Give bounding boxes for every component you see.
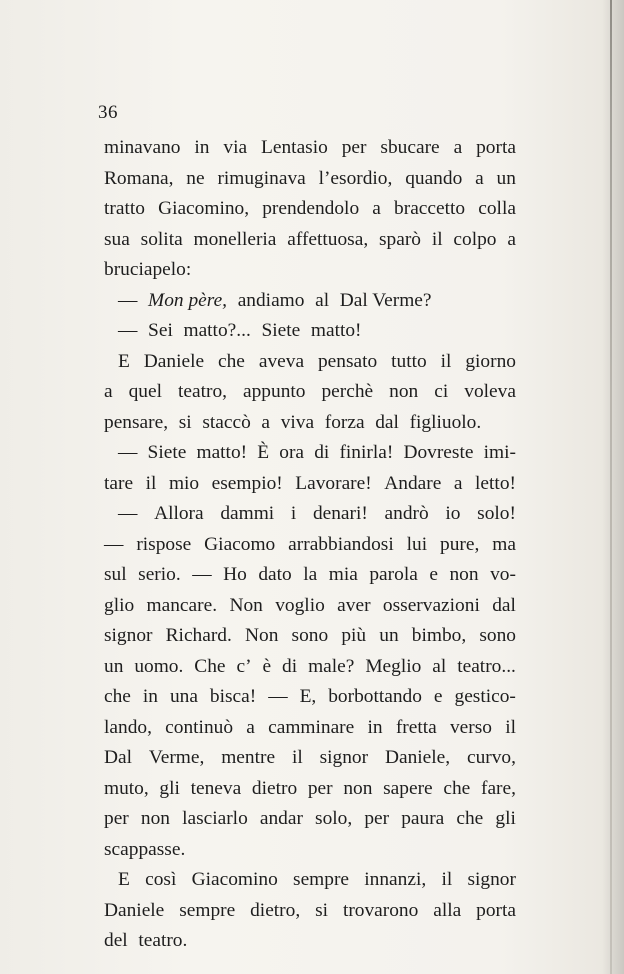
word: monelleria [193, 228, 277, 250]
word: matto! [310, 320, 362, 341]
word: pensato [317, 350, 378, 372]
word: che [104, 686, 131, 707]
word: forza [324, 411, 365, 433]
body-text [104, 133, 516, 957]
word: solo, [315, 808, 353, 829]
word: male? [308, 655, 355, 677]
word: pensare, [104, 411, 169, 433]
word: finirla! [339, 442, 394, 463]
word: bruciapelo: [104, 259, 192, 280]
word: braccetto [394, 198, 466, 219]
word: rispose [136, 533, 192, 555]
word: E, [299, 686, 317, 707]
word: la [303, 564, 318, 585]
word: pure, [440, 533, 480, 555]
word: Giacomino [191, 869, 278, 890]
text-line [104, 408, 516, 439]
word: mentre [221, 747, 276, 768]
word: Mon père, [148, 289, 228, 311]
word: a [507, 228, 516, 250]
word: sua [104, 228, 130, 250]
word: più [341, 625, 367, 646]
word: per [307, 777, 333, 799]
word: colpo [453, 228, 497, 250]
word: letto! [475, 472, 516, 494]
word: osservazioni [382, 594, 480, 616]
word: colla [478, 198, 516, 219]
word: E [118, 350, 130, 372]
word: sempre [179, 899, 236, 921]
word: E [118, 869, 130, 890]
word: appunto [243, 381, 306, 402]
word: al [432, 655, 447, 677]
word: andar [259, 808, 303, 829]
word: sono [479, 625, 516, 646]
word: Siete [147, 442, 187, 463]
word: a [453, 472, 463, 494]
word: per [364, 808, 390, 829]
word: curvo, [466, 747, 516, 768]
word: che [456, 808, 484, 829]
word: dietro, [250, 899, 301, 921]
word: solita [140, 228, 183, 250]
word: un [379, 625, 399, 646]
word: il [505, 716, 516, 738]
text-line [104, 743, 516, 774]
word: perchè [321, 381, 374, 402]
word: sul [104, 564, 127, 585]
word: non [449, 564, 479, 585]
word: signor [104, 625, 153, 646]
word: dietro [251, 777, 298, 799]
word: mia [328, 564, 358, 585]
word: ma [492, 533, 516, 555]
binding-edge [610, 0, 612, 974]
word: mancare. [146, 594, 218, 616]
word: Lentasio [261, 137, 328, 158]
word: l’esordio, [318, 167, 393, 189]
page-number: 36 [98, 102, 118, 123]
word: Daniele [104, 899, 165, 921]
word: Richard. [165, 625, 232, 646]
word: sapere [383, 777, 433, 799]
word: il [441, 869, 453, 890]
word: affettuosa, [287, 228, 369, 250]
word: lasciarlo [182, 808, 248, 829]
word: un [496, 167, 516, 189]
word: bimbo, [411, 625, 467, 646]
word: staccò [202, 411, 251, 433]
text-line [104, 225, 516, 256]
word: si [315, 899, 329, 921]
word: a [453, 137, 463, 158]
word: Andare [384, 472, 442, 494]
word: e [429, 564, 438, 585]
text-line [104, 896, 516, 927]
word: i [290, 503, 297, 524]
word: porta [476, 137, 516, 158]
word: gli [495, 808, 516, 829]
word: così [145, 869, 177, 890]
word: al [315, 289, 330, 311]
text-line [104, 804, 516, 835]
word: porta [476, 899, 516, 921]
word: fretta [395, 716, 437, 738]
word: gli [159, 777, 180, 799]
word: andiamo [237, 289, 305, 311]
word: paura [401, 808, 445, 829]
word: a [246, 716, 255, 738]
word: aveva [258, 350, 305, 372]
word: a [261, 411, 271, 433]
word: — [268, 686, 288, 707]
word: — [118, 503, 138, 524]
word: muto, [104, 777, 149, 799]
word: tare [104, 472, 134, 494]
word: uomo. [134, 655, 184, 677]
word: una [169, 686, 198, 707]
word: Verme, [148, 747, 205, 768]
text-line [104, 926, 516, 957]
word: il [431, 228, 443, 250]
text-line [104, 865, 516, 896]
word: vo- [490, 564, 516, 585]
word: Giacomo [204, 533, 276, 555]
word: teneva [190, 777, 242, 799]
text-line [104, 652, 516, 683]
text-line [104, 377, 516, 408]
word: Daniele [143, 350, 205, 372]
word: Giacomino, [158, 198, 250, 219]
word: in [194, 137, 210, 158]
word: — [118, 320, 138, 341]
word: sono [291, 625, 329, 646]
text-line [104, 286, 516, 317]
page-edge-shadow [602, 0, 624, 974]
word: sbucare [380, 137, 440, 158]
word: dato [258, 564, 292, 585]
word: Dal Verme? [339, 289, 432, 311]
word: lando, [104, 716, 152, 738]
word: solo! [477, 503, 516, 524]
word: di [314, 442, 330, 463]
word: e [433, 686, 443, 707]
word: non [140, 808, 170, 829]
word: dammi [220, 503, 275, 524]
word: è [262, 655, 272, 677]
word: arrabbiandosi [288, 533, 394, 555]
word: glio [104, 594, 135, 616]
word: camminare [268, 716, 355, 738]
word: Dovreste [403, 442, 474, 463]
word: trovarono [342, 899, 419, 921]
word: verso [449, 716, 492, 738]
word: per [341, 137, 367, 158]
word: il [145, 472, 157, 494]
word: Dal [104, 747, 132, 768]
word: non [389, 381, 419, 402]
word: per [104, 808, 129, 829]
text-line [104, 591, 516, 622]
word: imi- [483, 442, 516, 463]
text-line [104, 255, 516, 286]
word: giorno [465, 350, 516, 372]
word: io [445, 503, 461, 524]
word: matto! [196, 442, 248, 463]
word: quando [405, 167, 463, 189]
word: voglio [275, 594, 325, 616]
word: prendendolo [262, 198, 360, 219]
word: a [104, 381, 113, 402]
word: minavano [104, 137, 181, 158]
word: il [440, 350, 452, 372]
word: viva [280, 411, 315, 433]
word: ora [279, 442, 305, 463]
word: fare, [480, 777, 516, 799]
word: alla [433, 899, 462, 921]
word: signor [467, 869, 516, 890]
word: Non [229, 594, 263, 616]
word: esempio! [211, 472, 283, 494]
word: ne [186, 167, 205, 189]
word: sempre [293, 869, 350, 890]
word: — [104, 533, 124, 555]
text-line [104, 621, 516, 652]
word: matto?... [183, 320, 251, 341]
word: Che [194, 655, 226, 677]
text-line [104, 438, 516, 469]
word: un [104, 655, 124, 677]
word: borbottando [328, 686, 422, 707]
word: mio [168, 472, 200, 494]
word: teatro, [178, 381, 227, 402]
text-line [104, 774, 516, 805]
word: quel [128, 381, 162, 402]
text-line [104, 713, 516, 744]
word: in [367, 716, 383, 738]
word: che [443, 777, 471, 799]
word: Daniele, [384, 747, 451, 768]
word: dal [375, 411, 399, 433]
word: dal [492, 594, 516, 616]
text-line [104, 560, 516, 591]
text-line [104, 164, 516, 195]
word: teatro. [138, 930, 188, 951]
word: lui [406, 533, 428, 555]
word: Lavorare! [295, 472, 372, 494]
word: gestico- [454, 686, 516, 707]
word: a [475, 167, 484, 189]
word: rimuginava [217, 167, 306, 189]
word: di [282, 655, 298, 677]
word: il [291, 747, 303, 768]
word: andrò [384, 503, 429, 524]
word: È [257, 442, 270, 463]
text-line [104, 194, 516, 225]
word: sparò [379, 228, 422, 250]
word: del [104, 930, 128, 951]
word: via [223, 137, 248, 158]
word: tutto [391, 350, 427, 372]
text-line [104, 133, 516, 164]
word: si [178, 411, 192, 433]
word: Sei [148, 320, 173, 341]
word: teatro... [457, 655, 516, 677]
word: c’ [236, 655, 252, 677]
word: che [218, 350, 245, 372]
word: — [118, 289, 138, 311]
word: scappasse. [104, 838, 186, 860]
word: parola [369, 564, 418, 585]
word: bisca! [209, 686, 257, 707]
word: aver [337, 594, 371, 616]
text-line [104, 682, 516, 713]
word: tratto [104, 198, 145, 219]
word: Siete [261, 320, 301, 341]
word: non [343, 777, 373, 799]
word: Allora [154, 503, 204, 524]
word: Ho [223, 564, 247, 585]
word: serio. [138, 564, 181, 585]
word: Non [245, 625, 279, 646]
text-line [104, 835, 516, 866]
word: — [118, 442, 138, 463]
word: continuò [165, 716, 234, 738]
word: Romana, [104, 167, 174, 189]
word: a [372, 198, 381, 219]
text-line [104, 499, 516, 530]
word: signor [319, 747, 369, 768]
word: innanzi, [364, 869, 427, 890]
word: in [142, 686, 158, 707]
word: denari! [312, 503, 368, 524]
word: — [192, 564, 212, 585]
text-line [104, 316, 516, 347]
word: figliuolo. [409, 411, 482, 433]
text-line [104, 469, 516, 500]
text-line [104, 347, 516, 378]
text-line [104, 530, 516, 561]
word: ci [434, 381, 449, 402]
word: Meglio [365, 655, 422, 677]
word: voleva [464, 381, 516, 402]
